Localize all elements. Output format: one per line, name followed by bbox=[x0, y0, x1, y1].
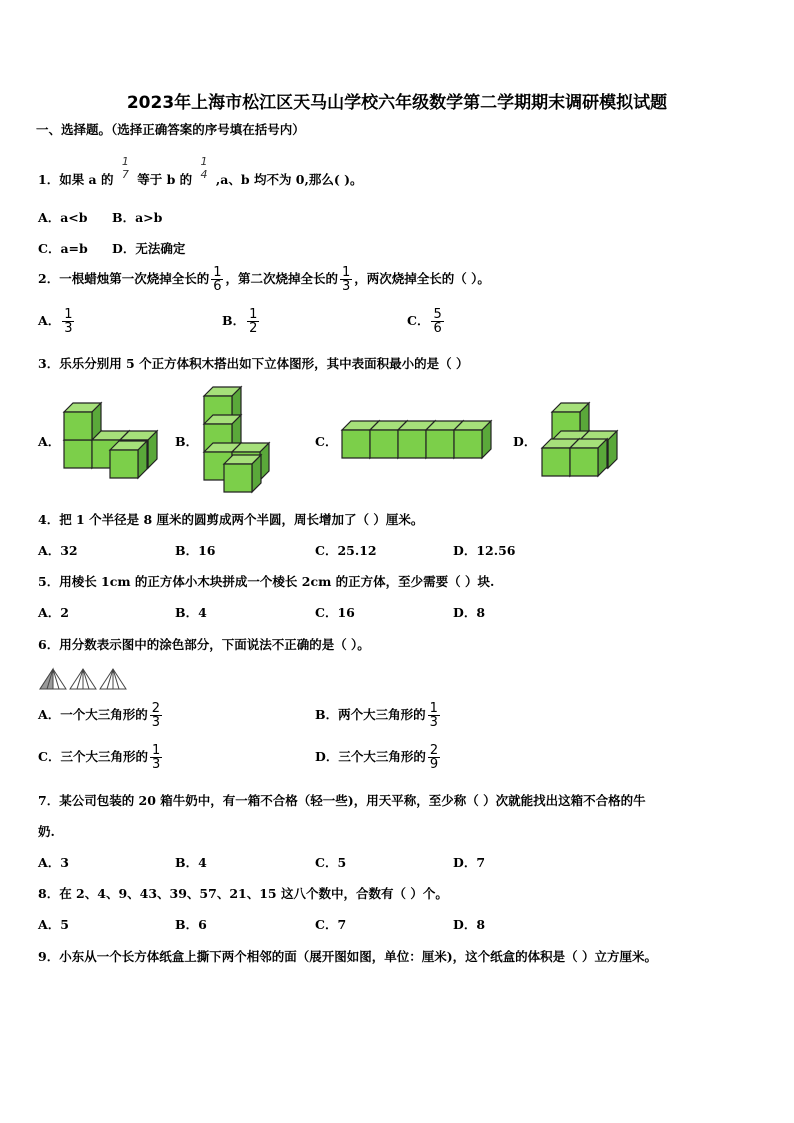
q7-option-b[interactable]: B．4 bbox=[175, 855, 207, 870]
question-7-line-1: 7．某公司包装的 20 箱牛奶中，有一箱不合格（轻一些)，用天平称，至少称（ ）次就能找出这箱不合格的牛 bbox=[38, 793, 646, 808]
q4-option-d[interactable]: D．12.56 bbox=[453, 543, 516, 558]
q7-option-d[interactable]: D．7 bbox=[453, 855, 486, 870]
q6-a-den: 3 bbox=[151, 715, 160, 730]
q2-a-fraction bbox=[62, 308, 74, 335]
q2-c-num: 5 bbox=[433, 307, 442, 322]
q1-f1-num: 1 bbox=[121, 155, 129, 168]
q2-fraction-2 bbox=[340, 266, 352, 293]
q2-option-a[interactable] bbox=[38, 308, 76, 335]
q1-option-a[interactable]: A．a<b bbox=[38, 210, 88, 225]
q3-figure-a bbox=[60, 400, 170, 480]
question-7-line-2: 奶. bbox=[38, 824, 55, 839]
q3-option-a[interactable]: A． bbox=[38, 434, 61, 449]
q6-option-c[interactable] bbox=[38, 744, 164, 771]
q2-a-label: A． bbox=[38, 313, 61, 328]
q2-b-num: 1 bbox=[249, 307, 258, 322]
triangle-1 bbox=[40, 669, 66, 689]
q6-b-text: B．两个大三角形的 bbox=[315, 707, 426, 722]
q6-a-fraction bbox=[150, 702, 162, 729]
section-heading: 一、选择题。（选择正确答案的序号填在括号内） bbox=[36, 122, 305, 137]
q6-a-num: 2 bbox=[151, 701, 160, 716]
q2-f1-den: 6 bbox=[213, 279, 222, 294]
q2-f2-den: 3 bbox=[342, 279, 351, 294]
question-6: 6．用分数表示图中的涂色部分，下面说法不正确的是（ ）。 bbox=[38, 637, 370, 652]
q6-d-num: 2 bbox=[429, 743, 439, 758]
q1-text-3: ,a、b 均不为 0,那么( )。 bbox=[215, 172, 363, 187]
q6-b-num: 1 bbox=[429, 701, 438, 716]
q1-text-1: 1．如果 a 的 bbox=[38, 172, 114, 187]
question-4: 4．把 1 个半径是 8 厘米的圆剪成两个半圆，周长增加了（ ）厘米。 bbox=[38, 512, 424, 527]
q2-text-2: ，第二次烧掉全长的 bbox=[225, 271, 338, 286]
q1-f2-num: 1 bbox=[200, 155, 208, 168]
cube bbox=[224, 455, 261, 492]
q8-option-b[interactable]: B．6 bbox=[175, 917, 207, 932]
q3-figure-b bbox=[198, 384, 278, 500]
q6-c-num: 1 bbox=[151, 743, 161, 758]
triangle-2 bbox=[70, 669, 96, 689]
cube bbox=[64, 403, 101, 440]
q5-option-b[interactable]: B．4 bbox=[175, 605, 207, 620]
q6-c-text: C．三个大三角形的 bbox=[38, 749, 148, 764]
q8-option-d[interactable]: D．8 bbox=[453, 917, 486, 932]
q3-option-d[interactable]: D． bbox=[513, 434, 537, 449]
q6-b-den: 3 bbox=[429, 715, 438, 730]
question-9: 9．小东从一个长方体纸盒上撕下两个相邻的面（展开图如图，单位：厘米)，这个纸盒的体积是（ ）立方厘米。 bbox=[38, 949, 657, 964]
q1-fraction-2 bbox=[199, 155, 210, 181]
page-title: 2023年上海市松江区天马山学校六年级数学第二学期期末调研模拟试题 bbox=[126, 93, 668, 113]
q1-option-c[interactable]: C．a=b bbox=[38, 241, 88, 256]
q6-c-den: 3 bbox=[151, 757, 161, 772]
q6-option-a[interactable] bbox=[38, 702, 164, 729]
q1-option-d[interactable]: D．无法确定 bbox=[112, 241, 186, 256]
cube bbox=[110, 441, 147, 478]
q6-d-text: D．三个大三角形的 bbox=[315, 749, 426, 764]
q4-option-b[interactable]: B．16 bbox=[175, 543, 216, 558]
q2-fraction-1 bbox=[211, 266, 223, 293]
q6-triangles-figure bbox=[38, 667, 130, 691]
q2-text-3: ，两次烧掉全长的（ ）。 bbox=[354, 271, 490, 286]
q1-text-2: 等于 b 的 bbox=[137, 172, 193, 187]
q5-option-d[interactable]: D．8 bbox=[453, 605, 486, 620]
cube bbox=[454, 421, 491, 458]
q1-f2-den: 4 bbox=[200, 168, 208, 181]
q2-f2-num: 1 bbox=[342, 265, 351, 280]
q2-text-1: 2．一根蜡烛第一次烧掉全长的 bbox=[38, 271, 210, 286]
q2-c-den: 6 bbox=[433, 321, 442, 336]
q2-a-num: 1 bbox=[64, 307, 73, 322]
q5-option-c[interactable]: C．16 bbox=[315, 605, 355, 620]
q2-f1-num: 1 bbox=[213, 265, 222, 280]
triangle-3 bbox=[100, 669, 126, 689]
q6-option-d[interactable] bbox=[315, 744, 442, 771]
q5-option-a[interactable]: A．2 bbox=[38, 605, 69, 620]
q4-option-a[interactable]: A．32 bbox=[38, 543, 78, 558]
q2-b-label: B． bbox=[222, 313, 246, 328]
question-5: 5．用棱长 1cm 的正方体小木块拼成一个棱长 2cm 的正方体，至少需要（ ）块. bbox=[38, 574, 495, 589]
cube bbox=[570, 439, 607, 476]
question-3: 3．乐乐分别用 5 个正方体积木搭出如下立体图形，其中表面积最小的是（ ） bbox=[38, 356, 469, 371]
question-2 bbox=[38, 266, 490, 293]
q7-option-a[interactable]: A．3 bbox=[38, 855, 69, 870]
q2-c-label: C． bbox=[407, 313, 430, 328]
q2-option-b[interactable] bbox=[222, 308, 261, 335]
q4-option-c[interactable]: C．25.12 bbox=[315, 543, 377, 558]
question-1 bbox=[38, 150, 363, 210]
q6-d-den: 9 bbox=[429, 757, 439, 772]
q7-option-c[interactable]: C．5 bbox=[315, 855, 347, 870]
q3-option-b[interactable]: B． bbox=[175, 434, 199, 449]
q2-b-fraction bbox=[247, 308, 259, 335]
q3-option-c[interactable]: C． bbox=[315, 434, 338, 449]
q3-figure-d bbox=[540, 400, 620, 480]
q8-option-a[interactable]: A．5 bbox=[38, 917, 69, 932]
q6-d-fraction bbox=[428, 744, 440, 771]
q3-figure-c bbox=[340, 420, 500, 464]
q1-option-b[interactable]: B．a>b bbox=[112, 210, 163, 225]
q6-c-fraction bbox=[150, 744, 162, 771]
q2-c-fraction bbox=[431, 308, 443, 335]
q2-option-c[interactable] bbox=[407, 308, 446, 335]
q2-a-den: 3 bbox=[64, 321, 73, 336]
q8-option-c[interactable]: C．7 bbox=[315, 917, 347, 932]
q6-b-fraction bbox=[428, 702, 440, 729]
q6-option-b[interactable] bbox=[315, 702, 442, 729]
q1-f1-den: 7 bbox=[121, 168, 129, 181]
question-8: 8．在 2、4、9、43、39、57、21、15 这八个数中，合数有（ ）个。 bbox=[38, 886, 448, 901]
q6-a-text: A．一个大三角形的 bbox=[38, 707, 148, 722]
q2-b-den: 2 bbox=[249, 321, 258, 336]
q1-fraction-1 bbox=[120, 155, 131, 181]
